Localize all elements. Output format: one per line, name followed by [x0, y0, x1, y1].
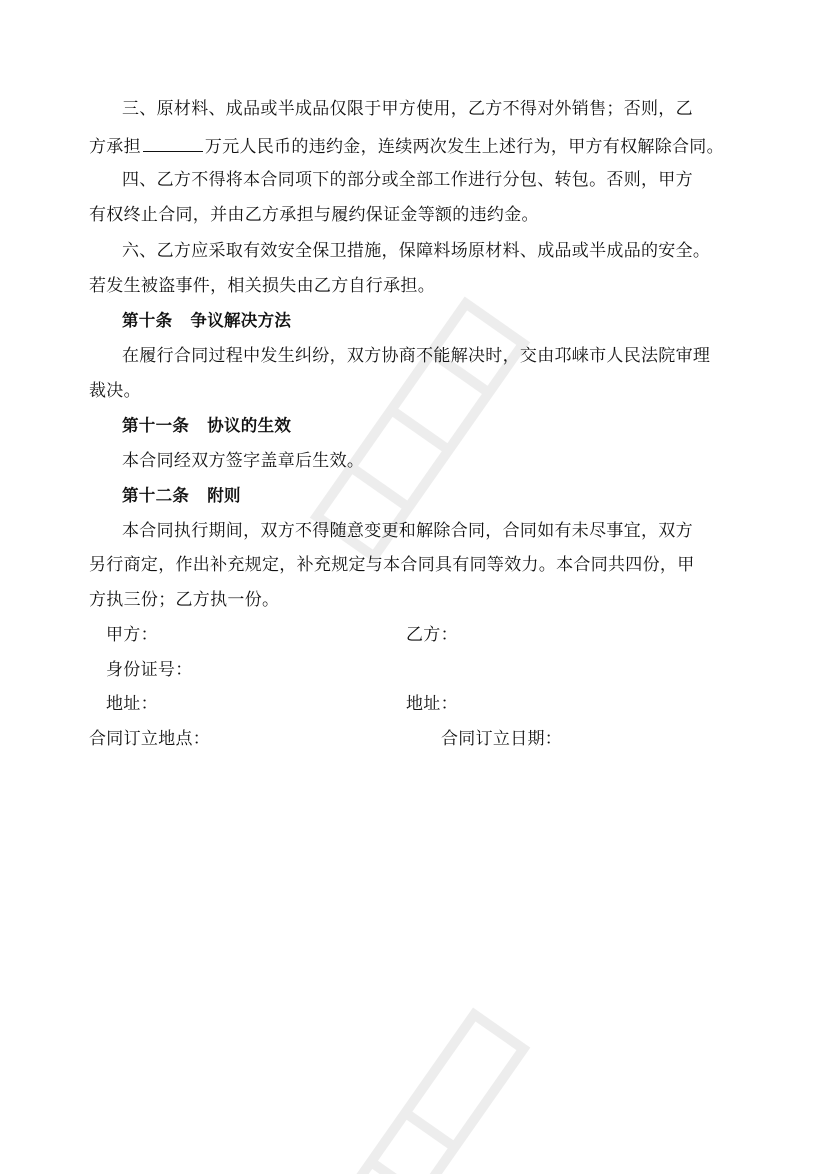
article-12-number: 第十二条 — [122, 486, 190, 505]
article-11-title: 协议的生效 — [207, 416, 292, 435]
sign-date-label: 合同订立日期： — [441, 729, 563, 749]
article-10-title: 争议解决方法 — [190, 311, 292, 330]
article-12-line-1: 本合同执行期间，双方不得随意变更和解除合同，合同如有未尽事宜，双方 — [122, 521, 693, 541]
address-b-label: 地址： — [406, 694, 458, 714]
clause-3-line-2-after: 万元人民币的违约金，连续两次发生上述行为，甲方有权解除合同。 — [204, 137, 724, 157]
clause-3-line-1: 三、原材料、成品或半成品仅限于甲方使用，乙方不得对外销售；否则，乙 — [122, 99, 693, 119]
article-10-heading — [122, 311, 291, 331]
address-a-label: 地址： — [106, 694, 158, 714]
article-11-number: 第十一条 — [122, 416, 190, 435]
clause-3-line-2-before: 方承担 — [89, 137, 141, 157]
article-12-heading — [122, 486, 241, 506]
penalty-amount-blank — [143, 134, 203, 152]
watermark-icon — [300, 1000, 560, 1174]
sign-place-label: 合同订立地点： — [89, 729, 211, 749]
article-12-line-2: 另行商定，作出补充规定，补充规定与本合同具有同等效力。本合同共四份，甲 — [89, 555, 695, 575]
article-11-heading — [122, 416, 291, 436]
clause-4-line-2: 有权终止合同，并由乙方承担与履约保证金等额的违约金。 — [89, 205, 539, 225]
article-12-line-3: 方执三份；乙方执一份。 — [89, 590, 280, 610]
id-number-label: 身份证号： — [106, 660, 193, 680]
clause-6-line-2: 若发生被盗事件，相关损失由乙方自行承担。 — [89, 276, 435, 296]
clause-4-line-1: 四、乙方不得将本合同项下的部分或全部工作进行分包、转包。否则，甲方 — [122, 170, 693, 190]
article-11-line-1: 本合同经双方签字盖章后生效。 — [122, 451, 365, 471]
party-a-label: 甲方： — [106, 625, 158, 645]
article-10-line-2: 裁决。 — [89, 381, 141, 401]
clause-3-line-2 — [89, 134, 724, 157]
article-10-line-1: 在履行合同过程中发生纠纷，双方协商不能解决时，交由邛崃市人民法院审理 — [122, 346, 711, 366]
clause-6-line-1: 六、乙方应采取有效安全保卫措施，保障料场原材料、成品或半成品的安全。 — [122, 241, 711, 261]
article-12-title: 附则 — [207, 486, 241, 505]
party-b-label: 乙方： — [406, 625, 458, 645]
article-10-number: 第十条 — [122, 311, 173, 330]
